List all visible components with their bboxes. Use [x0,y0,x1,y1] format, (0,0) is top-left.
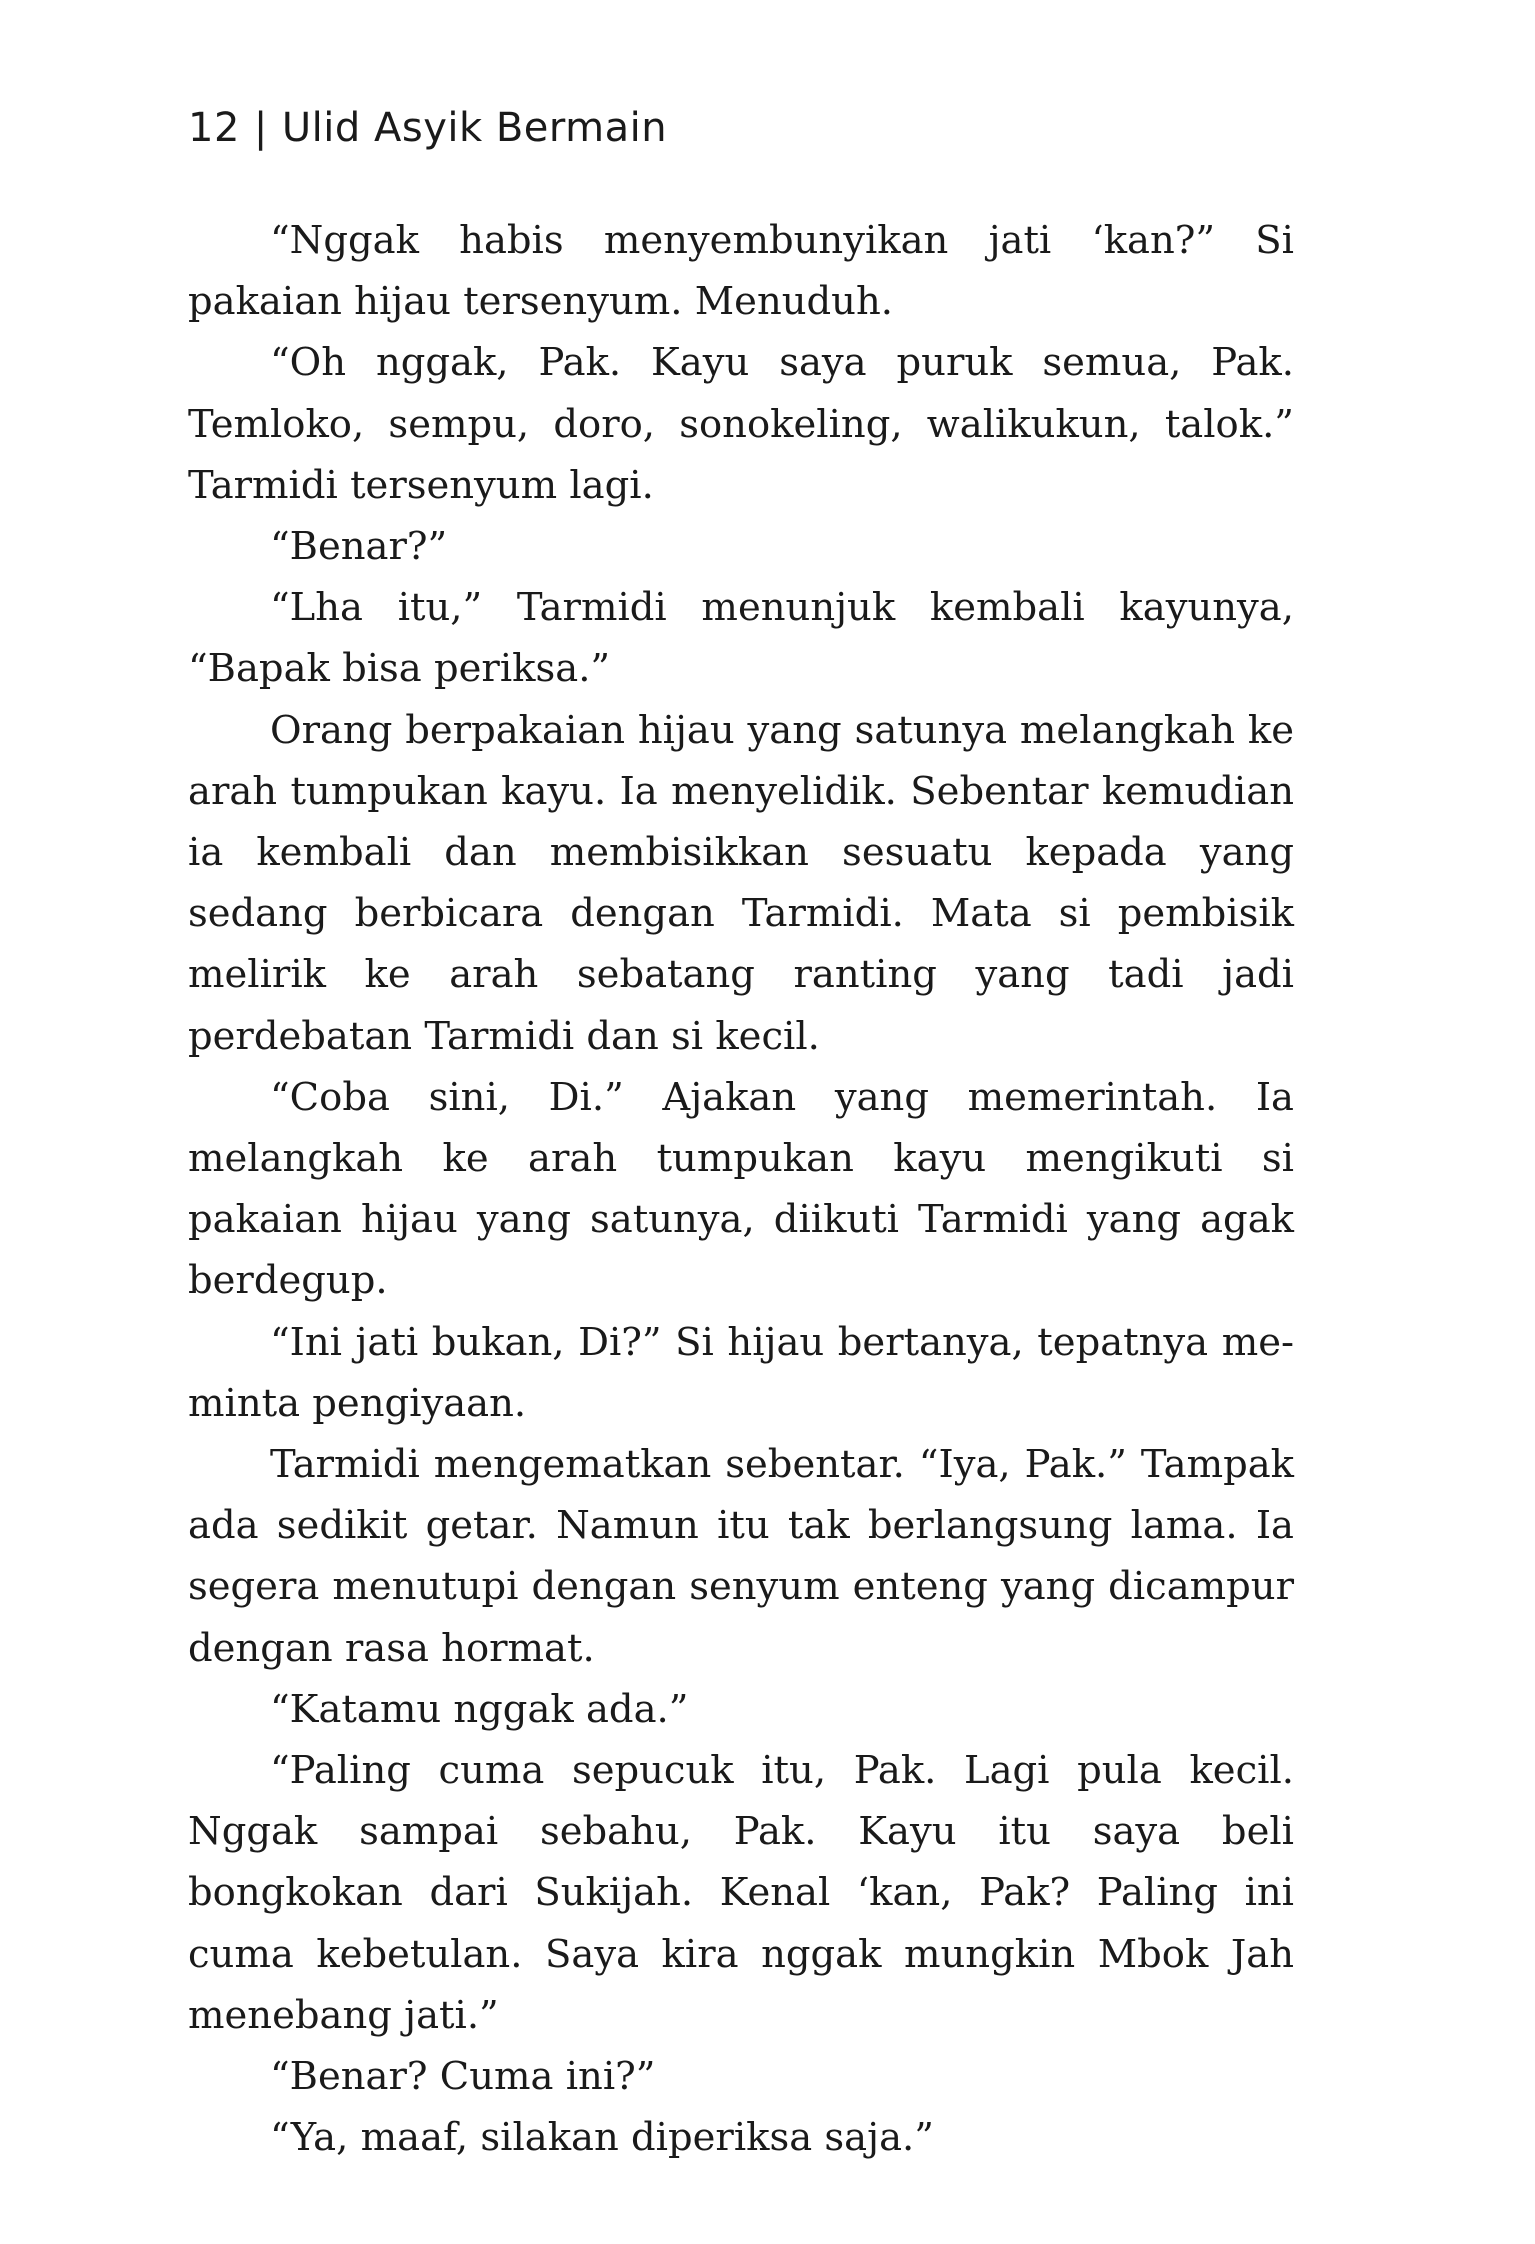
paragraph: Orang berpakaian hijau yang satunya melangkah ke arah tumpukan kayu. Ia menyelidik. Sebentar kemudian ia kembali dan membisikkan sesuatu kepada yang sedang berbicara dengan Tarmidi. Mata si pembisik melirik ke arah sebatang ranting yang tadi jadi perdebatan Tarmidi dan si kecil. [188,707,1294,1059]
paragraph: “Nggak habis menyembunyikan jati ‘kan?” Si pakaian hijau tersenyum. Menuduh. [188,218,1294,325]
paragraph: “Lha itu,” Tarmidi menunjuk kembali kayunya, “Bapak bisa periksa.” [188,585,1294,692]
paragraph: “Benar? Cuma ini?” [270,2054,656,2100]
paragraph: “Coba sini, Di.” Ajakan yang memerintah. Ia melangkah ke arah tumpukan kayu mengikuti si pakaian hijau yang satunya, diikuti Tarmidi yang agak berdegup. [188,1074,1294,1304]
running-header [188,100,667,156]
paragraph: “Benar?” [270,524,448,570]
paragraph: “Paling cuma sepucuk itu, Pak. Lagi pula kecil. Nggak sampai sebahu, Pak. Kayu itu saya beli bongkokan dari Sukijah. Kenal ‘kan, Pak? Paling ini cuma kebetulan. Saya kira nggak mungkin Mbok Jah menebang jati.” [188,1748,1294,2038]
book-title: Ulid Asyik Bermain [281,105,668,151]
paragraph: “Katamu nggak ada.” [270,1686,689,1732]
page-number: 12 [188,105,240,151]
paragraph: Tarmidi mengematkan sebentar. “Iya, Pak.” Tampak ada sedikit getar. Namun itu tak berlangsung lama. Ia segera menutupi dengan senyum enteng yang dicampur dengan rasa hormat. [188,1442,1294,1671]
body-text [188,210,1294,2169]
paragraph: “Oh nggak, Pak. Kayu saya puruk semua, Pak. Temloko, sempu, doro, sonokeling, walikukun, talok.” Tarmidi tersenyum lagi. [188,340,1294,508]
paragraph: “Ya, maaf, silakan diperiksa saja.” [270,2115,934,2161]
paragraph: “Ini jati bukan, Di?” Si hijau bertanya, tepatnya meminta pengiyaan. [188,1319,1294,1426]
header-separator: | [253,105,268,151]
